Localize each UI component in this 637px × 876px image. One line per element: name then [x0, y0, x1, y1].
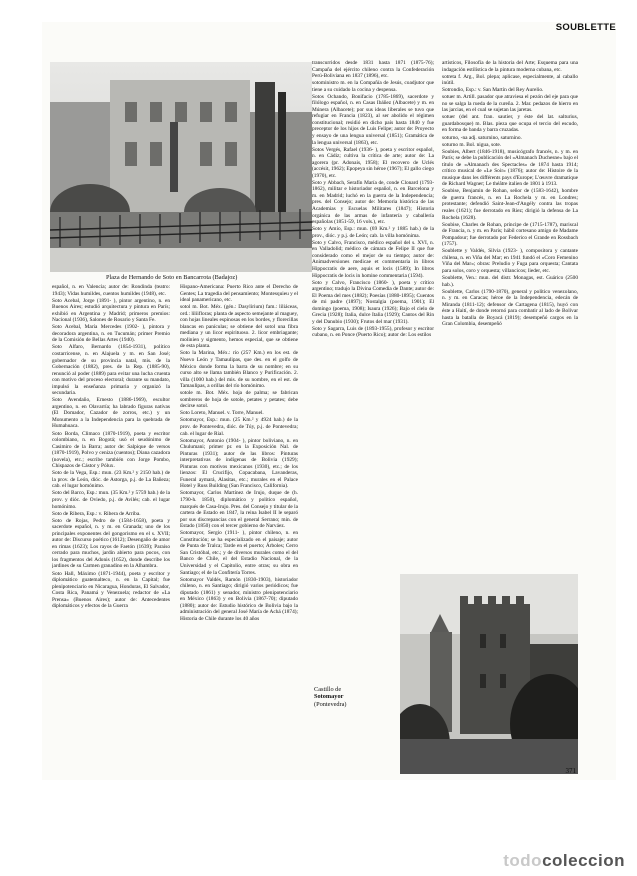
- entry: Soublette y Valdés, Silvia (1923- ), compositora y cantante chilena, n. en Viña del Mar; en 1941 fundó el «Coro Femenino Viña del Mar»; obras: Preludio y Fuga para orquesta; Cantata para solos, coro y orquesta; villancicos; lieder, etc.: [442, 248, 578, 274]
- entry: Sotos Ochando, Bonifacio (1785-1869), sacerdote y filólogo español, n. en Casas Ibáñez (Albacete) y m. en Múnera (Albacete); por sus ideas liberales se tuvo que refugiar en Francia (1823), al ser abolido el régimen constitucional; residió en dicho país hasta 1840 y fue preceptor de los hijos de Luis Felipe; autor de: Proyecto y ensayo de una lengua universal (1851); Gramática de la lengua universal (1863), etc.: [312, 93, 434, 146]
- plaza-photo: [50, 62, 312, 272]
- entry: sotol m. Bot. Méx. (gén.: Dasylirium) fam.: liliáceas, ord.: liliifloras; planta de aspecto semejante al maguey, con hojas lineales espinosas en los bordes, y florecillas blancas en panículas; se obtiene del sotol una fibra mediana y un licor espirituoso. 2. licor embriagante; molinien y sigmento, hemos especial, que se obtiene de esta planta.: [180, 304, 298, 350]
- entry: español, n. en Valencia; autor de: Rondinda (teatro: 1943); Vidas humildes, cuentos humildes (1948), etc.: [52, 284, 170, 297]
- castle-caption-line-1: Castillo de: [314, 686, 342, 693]
- entry: Sotomayor, Carlos Martínez de Irujo, duque de (h. 1790-h. 1850), diplomático y político español, marqués de Casa-Irujo. Pres. del Consejo y titular de la cartera de Estado en 1847, la reina Isabel II le separó por sus discrepancias con el general Serrano; min. de Estado (1850) con el tercer gobierno de Narváez.: [180, 490, 298, 530]
- encyclopedia-page: [42, 22, 616, 780]
- entry: Soto y Calvo, Francisco, médico español del s. XVI, n. en Valladolid; médico de cámara de Felipe II que fue considerado como el mejor de su tiempo; autor de: Animadversiones medicae et commentaria in libros Hippocratis de aere, aquis et locis (1589); In libros Hippocratis de locis in homine commentaria (1594).: [312, 239, 434, 279]
- entry: Sotomayor, Esp.: mun. (25 Km.² y 4924 hab.) de la prov. de Pontevedra, dióc. de Túy, p.j. de Pontevedra; cab. el lugar de Rial.: [180, 417, 298, 437]
- castle-caption-line-2: Sotomayor: [314, 693, 344, 701]
- entry: Sotomayor, Sergio (1911- ), pintor chileno, n. en Constitución; se ha especializado en el paisaje; autor de Punta de Tralca; Tarde en el puerto; Árboles; Cerro San Cristóbal, etc.; y de diversos murales como el del Banco de Chile, el del Estadio Nacional, de la Universidad y el Capitolio, entre otras; su obra en Santiago; el de la Confitería Torres.: [180, 530, 298, 576]
- entry: Soto y Calvo, Francisco (1860- ), poeta y crítico argentino; tradujo la Divina Comedia de Dante; autor de: El Poema del mes (1882); Poesías (1880-1895); Cuentos de mi padre (1897); Nostalgia (poema, 1901); El domingo (poema, 1908); Isaura (1926); Bajo el cielo de Grecia (1928); Italia, dulce Italia (1929); Cantos del Rin y del Danubio (1930); Frutos del mar (1931).: [312, 279, 434, 325]
- entry: Soublette, Ven.: mun. del distr. Monagas, est. Guárico (2500 hab.).: [442, 275, 578, 288]
- entry: Soto del Barco, Esp.: mun. (35 Km.² y 5759 hab.) de la prov. y dióc. de Oviedo, p.j. de Avilés; cab. el lugar homónimo.: [52, 490, 170, 510]
- entry: soturno, -na adj. saturnino, saturnino.: [442, 134, 522, 141]
- entry: Soublette, Carlos (1790-1870), general y político venezolano, n. y m. en Caracas; héroe de la Independencia, edecán de Miranda (1811-12); defensor de Cartagena (1815), huyó con éste a Haití, de donde retornó para combatir al lado de Bolívar hasta la batalla de Boyacá (1819); desempeñó cargos en la Gran Colombia, desempeñó: [442, 288, 578, 328]
- text-column-2: [180, 284, 298, 780]
- entry: Soubise, Benjamin de Rohan, señor de (1583-1642), hombre de guerra francés, n. en La Rochela y m. en Londres; protestante; defendió Saint-Jean-d'Angély contra las tropas reales (1621); fue derrotado en Riez; dirigió la defensa de La Rochela (1628).: [442, 188, 578, 221]
- entry: Soto Avendaño, Ernesto (1886-1969), escultor argentino, n. en Olavarría; ha labrado figuras natívas (El Domador, Cazador de zorros, etc.) y un Monumento a la Independencia para la quebrada de Humahuaca.: [52, 397, 170, 430]
- entry: Soto Loreto, Manuel. v. Torre, Manuel.: [180, 410, 264, 417]
- entry: Soubise, Charles de Rohan, príncipe de (1715-1787), mariscal de Francia, n. y m. en París; hábil cortesano amigo de Madame Pompadour; fue derrotado por Federico el Grande en Rossbach (1757).: [442, 221, 578, 248]
- entry: sotuer m. Artill. pasador que atraviesa el pezón del eje para que no se salga la rueda de la cureña. 2. Mar. pedazos de hierro en las jarcias, en el cual se sujetan las jaretas.: [442, 94, 578, 114]
- entry: Soto Acebal, Jorge (1891- ), pintor argentino, n. en Buenos Aires; estudió arquitectura y pintura en París; exhibió en Argentina y Madrid; primeros premios: Nacional (1936), Salones de Rosario y Santa Fe.: [52, 297, 170, 324]
- entry: sotreta f. Arg., Bol. plepa; aplicase, especialmente, al caballo inútil.: [442, 73, 578, 87]
- entry: artísticos, Filosofía de la historia del Arte; Esquema para una indagación estilística de la pintura moderna cubana, etc.: [442, 60, 578, 73]
- text-column-1: [52, 284, 170, 780]
- plaza-photo-caption: Plaza de Hernando de Soto en Bancarrota (Badajoz): [106, 274, 238, 281]
- entry: Soto de Ribera, Esp.: v. Ribera de Arriba.: [52, 510, 141, 517]
- entry: Soto y Abbach, Serafín María de, conde Clonard (1793-1862), militar e historiador español, n. en Barcelona y m. en Madrid; luchó en la guerra de la Independencia; pres. del Consejo; autor de: Memoria histórica de las Academias y Escuelas Militares (1847); Historia orgánica de las armas de infantería y caballería españolas (1851-59, 16 vols.), etc.: [312, 179, 434, 226]
- watermark: [0, 846, 637, 876]
- plaza-photo-graphic: [50, 62, 312, 272]
- entry: Soto y Sagarra, Luis de (1893-1955), profesor y escritor cubano, n. en Ponce (Puerto Rico); autor de: Los estilos: [312, 325, 434, 339]
- page-number: 371: [565, 767, 576, 775]
- entry: Sotomayor Valdés, Ramón (1830-1903), historiador chileno, n. en Santiago; dirigió varios periódicos; fue diputado (1861) y senador, ministro plenipotenciario en México (1863) y en Bolivia (1867-70); diputado (1880); autor de: Estudio histórico de Bolivia bajo la administración del general José María de Achá (1874); Historia de Chile durante los 40 años: [180, 576, 298, 622]
- entry: Soto de la Vega, Esp.: mun. (23 Km.² y 2150 hab.) de la prov. de León, dióc. de Astorga, p.j. de La Bañeza; cab. el lugar homónimo.: [52, 470, 170, 490]
- entry: sotoministro m. en la Compañía de Jesús, coadjutor que tiene a su cuidado la cocina y despensa.: [312, 80, 434, 93]
- castle-photo: [400, 574, 578, 774]
- castle-caption-line-3: (Pontevedra): [314, 700, 347, 708]
- castle-photo-caption: [314, 686, 347, 708]
- entry: Sotos Vergés, Rafael (1936- ), poeta y escritor español, n. en Cádiz; cultiva la crítica de arte; autor de: La agorera (pr. Adonais, 1958); El recovero de Uclés (accésit, 1962); Epopeya sin héroe (1967); El gallo ciego (1970), etc.: [312, 146, 434, 179]
- entry: sotole m. Bot. Méx. hoja de palma; se fabrican sombreros de hoja de sotole, petates y petates; debe decirse sotol.: [180, 390, 298, 410]
- entry: Sotomayor, Antonio (1904- ), pintor boliviano, n. en Chulumani; primer pr. en la Exposición Nal. de Pinturas (1931); autor de las libros: Pinturas interpretativas de indígenas de Bolivia (1929); Pinturas con motivos mexicanos (1930), etc.; de los lienzos: El Crucifijo, Copacabana, Lavanderas, Funeral aymará, Alasitas, etc.; murales en el Palace Hotel y Russ Building (San Francisco, California).: [180, 437, 298, 490]
- entry: transcurridos desde 1831 hasta 1871 (1875-76); Campaña del ejército chileno contra la Confederación Perú-Boliviana en 1837 (1896), etc.: [312, 60, 434, 80]
- running-head: SOUBLETTE: [555, 22, 616, 33]
- entry: Soto de Rojas, Pedro de (1584-1658), poeta y sacerdote español, n. y m. en Granada; uno de los principales exponentes del gongorismo en el s. XVII; autor de: Discurso poético (1612); Desengaño de amor en rimas (1623); Los rayos de Faetón (1639); Paraíso cerrado para muchos, jardín abierto para pocos, con los fragmentos del Adonis (1652), donde describe los jardines de su Carmen granadino en la Alhambra.: [52, 517, 170, 570]
- entry: Soto Borda, Climaco (1870-1919), poeta y escritor colombiano, n. en Bogotá; usó el seudónimo de Casimiro de la Barra; autor de: Salpique de versos (1870-1919), Polvo y ceniza (cuentos); Diana cazadora (novela), etc.; escribe también con Jorge Pombo, Chispazos de Cástor y Pólux.: [52, 430, 170, 470]
- entry: Soubies, Albert (1846-1918), musicógrafo francés, n. y m. en París; se debe la publicación del «Almanach Duchesne» bajo el título de «Almanach des Spectacles» de 1874 hasta 1914; crítico musical de «Le Soir» (1876); autor de: Histoire de la musique dans les différents pays d'Europe; L'œuvre dramatique de Richard Wagner; Le théâtre italien de 1801 à 1913.: [442, 148, 578, 188]
- entry: soturno m. Bol. nigua, sote.: [442, 141, 502, 148]
- entry: Soto Alfaro, Bernardo (1854-1931), político costarricense, n. en Alajuela y m. en San José; gobernador de su provincia natal, mis. de la Gobernación (1882), pres. de la Rep. (1885-90), renunció al poder (1889) para evitar una lucha cruenta con motivo del proceso electoral; durante su mandato, impulsó la enseñanza primaria y organizó la secundaria.: [52, 344, 170, 397]
- entry: Sotrondio, Esp.: v. San Martín del Rey Aurelio.: [442, 87, 544, 94]
- text-column-3: [312, 60, 434, 570]
- watermark-logo-dark: coleccion: [542, 851, 625, 870]
- entry: Soto Hall, Máximo (1871-1944), poeta y escritor y diplomático guatemalteco, n. en la Capital; fue plenipotenciario en Nicaragua, Honduras, El Salvador, Costa Rica, Panamá y Venezuela; redactor de «La Prensa» (Buenos Aires); autor de: Antecedentes diplomáticos y efectos de la Guerra: [52, 570, 170, 610]
- entry: Soto la Marina, Méx.: río (257 Km.) en los est. de Nuevo León y Tamaulipas, que des. en el golfo de México donde forma la barra de su nombre; en su curso alto se llama también Blanco y Purificación. 2. villa (1000 hab.) del mis. de su nombre, en el est. de Tamaulipas, a orillas del río homónimo.: [180, 350, 298, 390]
- castle-photo-graphic: [400, 574, 578, 774]
- text-column-4: [442, 60, 578, 568]
- entry: Hispano-Americana: Puerto Rico ante el Derecho de Gentes; La tragedia del pensamiento; Montesquieu y el ideal panamericano, etc.: [180, 284, 298, 304]
- entry: Soto y Amío, Esp.: mun. (69 Km.² y 1885 hab.) de la prov., dióc. y p.j. de León; cab. la villa homónima.: [312, 226, 434, 239]
- entry: Soto Acebal, María Mercedes (1902- ), pintora y decoradora argentina, n. en Tucumán; primer Premio de la Comisión de Bellas Artes (1940).: [52, 324, 170, 344]
- entry: sotuer (del ant. fran. sautier, y éste del lat. salturius, guardabosque) m. Blas. pieza que ocupa el tercio del escudo, en forma de banda y barra cruzadas.: [442, 114, 578, 134]
- watermark-logo: todo: [503, 851, 543, 870]
